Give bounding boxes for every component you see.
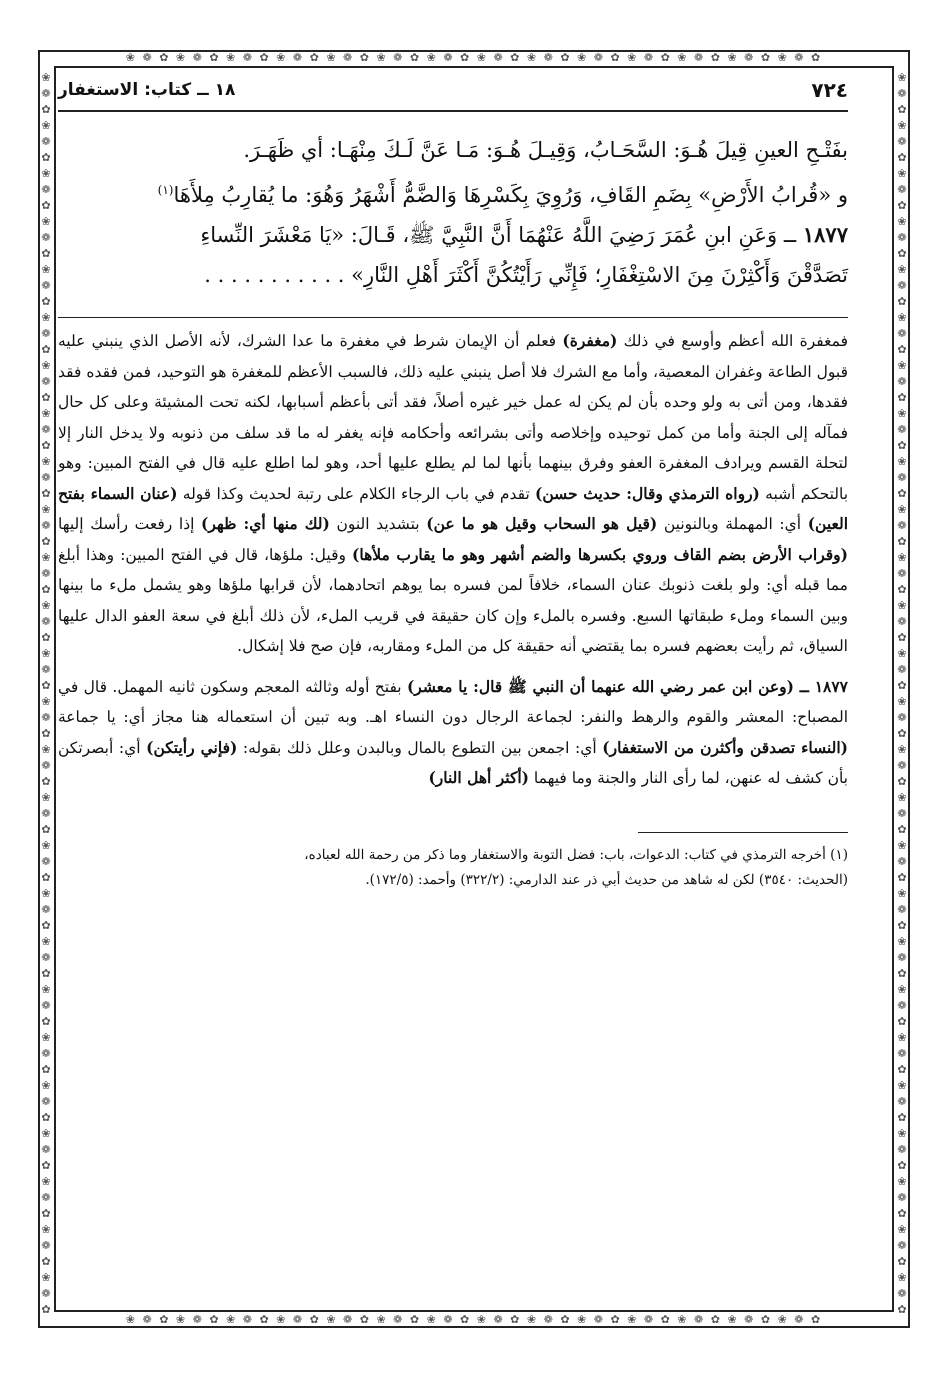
- hadith-line-2-text: و «قُرابُ الأَرْضِ» بِضَمِ القَافِ، وَرُوِيَ بِكَسْرِهَا وَالضَّمُّ أَشْهَرُ وَهُوَ: ما يُقارِبُ مِلأَهَا: [173, 183, 848, 207]
- hadith-line-4-text: تَصَدَّقْنَ وَأَكْثِرْنَ مِنَ الاسْتِغْفَارِ؛ فَإِنِّي رَأَيْتُكُنَّ أَكْثَرَ أَهْلِ النَّارِ»: [351, 263, 848, 287]
- bold-quote-segment: (لك منها أي: ظهر): [201, 514, 330, 533]
- hadith-line-2: [58, 170, 848, 215]
- bold-quote-segment: (أكثر أهل النار): [428, 768, 529, 787]
- commentary-segment: فمغفرة الله أعظم وأوسع في ذلك: [617, 332, 848, 350]
- page-content: [58, 70, 848, 893]
- commentary-segment: أي: أبصرتكن بأن كشف له عنهن، لما رأى النار والجنة وما فيهما: [58, 738, 848, 787]
- commentary-segment: إذا رفعت رأسك إليها: [58, 515, 202, 533]
- commentary-paragraph-2: [58, 672, 848, 794]
- commentary-paragraph-1: [58, 326, 848, 662]
- hadith-line-3-text: ــ وَعَنِ ابنِ عُمَرَ رَضِيَ اللَّهُ عَنْهُمَا أَنَّ النَّبِيَّ ﷺ، قَـالَ: «يَا مَعْشَرَ النِّساءِ: [200, 223, 797, 247]
- commentary-segment: أي: اجمعن بين التطوع بالمال وبالبدن وعلل ذلك بقوله:: [237, 738, 603, 757]
- page-number: ٧٢٤: [811, 78, 848, 102]
- footnote-divider: [638, 832, 848, 833]
- ornament-bottom: ❀ ❁ ✿ ❀ ❁ ✿ ❀ ❁ ✿ ❀ ❁ ✿ ❀ ❁ ✿ ❀ ❁ ✿ ❀ ❁ ✿ ❀ ❁ ✿ ❀ ❁ ✿ ❀ ❁ ✿ ❀ ❁ ✿ ❀ ❁ ✿ ❀ ❁ ✿ ❀ ❁ ✿: [125, 1313, 823, 1326]
- hadith-line-4: [58, 255, 848, 295]
- bold-quote-segment: ١٨٧٧ ــ (وعن ابن عمر رضي الله عنهما أن النبي ﷺ قال: يا معشر): [406, 676, 848, 696]
- hadith-line-1: بفَتْـحِ العينِ قِيلَ هُـوَ: السَّحَـابُ، وَقِيـلَ هُـوَ: مَـا عَنَّ لَـكَ مِنْهَـا: أي ظَهَـرَ.: [243, 138, 848, 162]
- bold-quote-segment: (مغفرة): [562, 331, 618, 350]
- commentary: [58, 326, 848, 794]
- bold-quote-segment: (قيل هو السحاب وقيل هو ما عن): [426, 514, 658, 533]
- bold-quote-segment: (عنان السماء بفتح العين): [58, 483, 849, 533]
- commentary-segment: تقدم في باب الرجاء الكلام على رتبة لحديث وكذا قوله: [177, 484, 536, 503]
- bold-quote-segment: (النساء تصدقن وأكثرن من الاستغفار): [602, 737, 848, 757]
- commentary-segment: بفتح أوله وثالثه المعجم وسكون ثانيه المهمل. قال في المصباح: المعشر والقوم والرهط والنفر: لجماعة الرجال دون النساء اهـ. وبه تبين أن استعماله هنا مجاز أي: يا جماعة: [58, 677, 848, 726]
- footnote-ref: (١): [157, 183, 174, 197]
- bold-quote-segment: (فإني رأيتكن): [146, 737, 238, 757]
- section-divider: [58, 317, 848, 318]
- commentary-segment: فعلم أن الإيمان شرط في مغفرة ما عدا الشرك، لأنه الأصل الذي ينبني عليه قبول الطاعة وغفران المعصية، وأما مع الشرك فلا أصل ينبني عليه ذلك، فالسبب الأعظم للمغفرة هو التوحيد، فمن فقده فقد فقدها، ومن أتى به ولو وحده بأن لم يكن له عمل خير غيره أصلاً، فقد أتى بأعظم أسبابها، لكنه تحت المشيئة وعلى كل حال فمآله إلى الجنة وأما من كمل توحيده وإخلاصه وأتى بشرائعه وأحكامه فإنه يغفر له ما قد سلف من ذنوبه ولا يدخل النار إلا لتحلة القسم ويرادف المغفرة العفو وفرق بينهما بأنها لما لم يطلع عليها أحد، وهو لما اطلع عليه قال في الفتح المبين: وهو بالتحكم أشبه: [58, 332, 849, 503]
- footnote-line-2: (الحديث: ٣٥٤٠) لكن له شاهد من حديث أبي ذر عند الدارمي: (٣٢٢/٢) وأحمد: (١٧٢/٥).: [365, 871, 848, 888]
- bold-quote-segment: (رواه الترمذي وقال: حديث حسن): [535, 483, 760, 503]
- commentary-segment: وقيل: ملؤها، قال في الفتح المبين: وهذا أبلغ مما قبله أي: ولو بلغت ذنوبك عنان السماء، خلافاً لمن فسره بما يوهم اتحادهما، لأن قرابها ملؤها وهو يشمل ملء ما بينها وبين السماء وملء طبقاتها السبع. وفسره بالملء وإن كان حقيقة في قريب الملء، لأن ذلك أبلغ في سعة العفو الدال عليها السياق، ثم رأيت بعضهم فسره بما يقتضي أنه حقيقة كل من الملء ومقاربه، فإن صح فلا إشكال.: [58, 545, 848, 655]
- commentary-segment: بتشديد النون: [329, 515, 427, 533]
- bold-quote-segment: (وقراب الأرض بضم القاف وروي بكسرها والضم أشهر وهو ما يقارب ملأها): [352, 544, 848, 564]
- running-title: ١٨ ــ كتاب: الاستغفار: [58, 80, 236, 100]
- ornament-left: ❀❁✿❀❁✿❀❁✿❀❁✿❀❁✿❀❁✿❀❁✿❀❁✿❀❁✿❀❁✿❀❁✿❀❁✿❀❁✿❀❁✿❀❁✿❀❁✿❀❁✿❀❁✿❀❁✿❀❁✿❀❁✿❀❁✿❀❁✿❀❁✿❀❁✿❀❁✿: [41, 71, 51, 1316]
- page-header: [58, 70, 848, 112]
- hadith-dots: . . . . . . . . . . .: [204, 263, 345, 287]
- footnote-line-1: (١) أخرجه الترمذي في كتاب: الدعوات، باب: فضل التوبة والاستغفار وما ذكر من رحمة الله لعباده،: [304, 846, 848, 863]
- hadith-line-3: [58, 215, 848, 255]
- ornament-top: ❀ ❁ ✿ ❀ ❁ ✿ ❀ ❁ ✿ ❀ ❁ ✿ ❀ ❁ ✿ ❀ ❁ ✿ ❀ ❁ ✿ ❀ ❁ ✿ ❀ ❁ ✿ ❀ ❁ ✿ ❀ ❁ ✿ ❀ ❁ ✿ ❀ ❁ ✿ ❀ ❁ ✿: [125, 51, 823, 64]
- footnote: [58, 843, 848, 893]
- hadith-text: [58, 130, 848, 295]
- hadith-number: ١٨٧٧: [802, 222, 848, 247]
- ornament-right: ❀❁✿❀❁✿❀❁✿❀❁✿❀❁✿❀❁✿❀❁✿❀❁✿❀❁✿❀❁✿❀❁✿❀❁✿❀❁✿❀❁✿❀❁✿❀❁✿❀❁✿❀❁✿❀❁✿❀❁✿❀❁✿❀❁✿❀❁✿❀❁✿❀❁✿❀❁✿: [897, 71, 907, 1316]
- commentary-segment: أي: المهملة وبالنونين: [657, 515, 808, 533]
